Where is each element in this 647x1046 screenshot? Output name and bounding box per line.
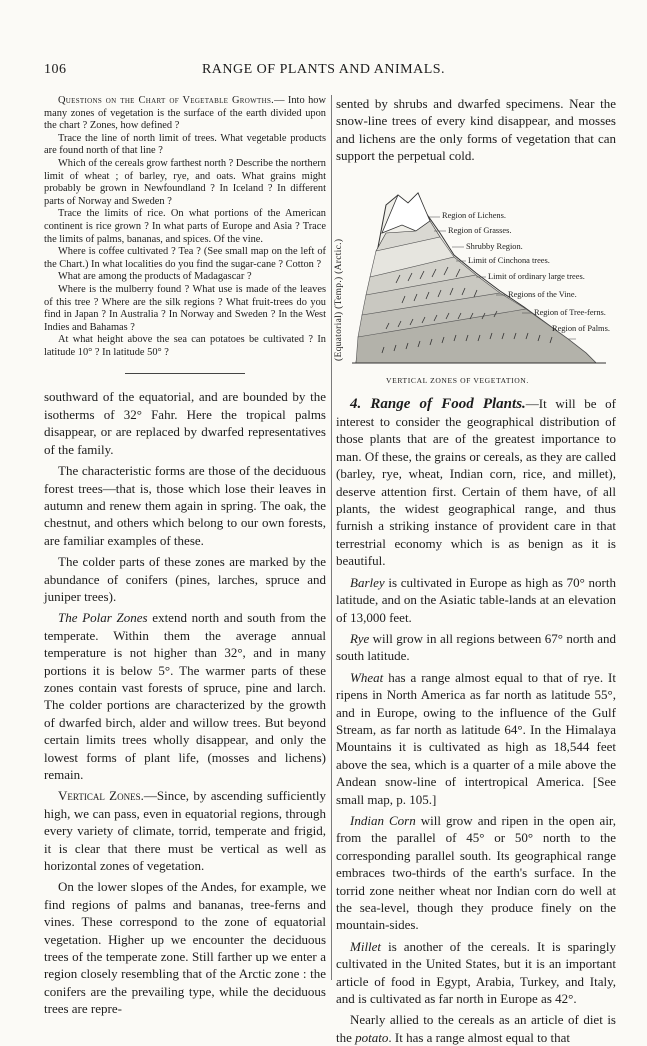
indian-corn-term: Indian Corn bbox=[350, 812, 416, 828]
region-label: Region of Grasses. bbox=[448, 225, 512, 235]
body-paragraph: The Polar Zones extend north and south from the temperate. Within them the average annual temperature is not higher than 32°, and in many portions it is below 5°. The warmer parts of these zones contain vast forests of spruce, pine and larch. The colder portions are characterized by the growth of dwarfed birch, alder and willow trees. But beyond certain limits trees wholly disappear, and only the lowest forms of plant life, (mosses and lichens) remain. bbox=[44, 610, 327, 782]
body-paragraph: southward of the equatorial, and are bounded by the isotherms of 32° Fahr. Here the tropical palms disappear, or are replaced by dwarfed representatives of the family. bbox=[44, 389, 326, 457]
body-paragraph: Indian Corn will grow and ripen in the open air, from the parallel of 45° or 50° north to the corresponding parallel south. Its geographical range embraces two-thirds of the earth's surface. In the torrid zone neither wheat nor Indian corn do well at the sea-level, though they produce finely on the mountain-sides. bbox=[336, 812, 616, 933]
body-paragraph: On the lower slopes of the Andes, for example, we find regions of palms and bananas, tree-ferns and vines. These correspond to the zone of equatorial vegetation. Higher up we encounter the deciduous trees of the temperate zone. Still farther up we enter a region closely resembling that of the Arctic zone : the conifers are the prevailing type, while the deciduous trees are repre- bbox=[44, 879, 326, 1017]
region-label: Region of Tree-ferns. bbox=[534, 307, 606, 317]
rye-term: Rye bbox=[350, 630, 370, 646]
questions-heading: Questions on the Chart of Vegetable Growths. bbox=[58, 95, 275, 106]
millet-term: Millet bbox=[350, 938, 382, 954]
region-label: Limit of ordinary large trees. bbox=[488, 271, 585, 281]
right-body-text bbox=[336, 395, 616, 1046]
question-paragraph: Which of the cereals grow farthest north ? Describe the northern limit of wheat ; of barley, rye, and oats. What grains might probably be grown in Newfoundland ? In Iceland ? In different parts of Norway and Sweden ? bbox=[44, 157, 326, 207]
right-column bbox=[334, 95, 616, 1045]
potato-term: potato bbox=[355, 1029, 389, 1045]
vertical-zones-figure bbox=[336, 173, 618, 389]
body-paragraph: Wheat has a range almost equal to that of rye. It ripens in North America as far north as latitude 55°, and in Europe, owing to the influence of the Gulf Stream, as far north as latitude 64°. In the Himalaya Mountains it is cultivated as high as 18,544 feet above the sea, which is a quarter of a mile above the Andean snow-line of intertropical America. [See small map, p. 105.] bbox=[336, 669, 616, 807]
body-paragraph: The colder parts of these zones are marked by the abundance of conifers (pines, larches, spruce and juniper trees). bbox=[44, 554, 326, 604]
region-label: Limit of Cinchona trees. bbox=[468, 255, 550, 265]
mountain-illustration bbox=[336, 173, 618, 389]
left-column bbox=[44, 95, 327, 1017]
region-label: Shrubby Region. bbox=[466, 241, 523, 251]
body-paragraph: Nearly allied to the cereals as an article of diet is the potato. It has a range almost equal to that bbox=[336, 1012, 616, 1045]
column-divider bbox=[331, 95, 332, 980]
question-paragraph: What are among the products of Madagascar ? bbox=[58, 271, 252, 283]
page-number: 106 bbox=[44, 62, 67, 77]
region-label: Regions of the Vine. bbox=[508, 289, 577, 299]
polar-zones-term: The Polar Zones bbox=[58, 610, 148, 626]
question-paragraph: Trace the limits of rice. On what portions of the American continent is rice grown ? In what parts of Europe and Asia ? Trace the limits of palms, bananas, and spices. Of the vine. bbox=[44, 208, 326, 245]
question-paragraph: Where is the mulberry found ? What use is made of the leaves of this tree ? Where are the silk regions ? What fruit-trees do you find in Japan ? In Australia ? In Norway and Sweden ? In the West Indies and Bahamas ? bbox=[44, 283, 326, 333]
body-paragraph: Millet is another of the cereals. It is sparingly cultivated in the United States, but it is an important article of food in Egypt, Arabia, Turkey, and Italy, and is cultivated as far north in Europe as 42°. bbox=[336, 938, 616, 1007]
body-paragraph: sented by shrubs and dwarfed specimens. Near the snow-line trees of every kind disappear, and mosses and lichens are the only forms of vegetation that can support the perpetual cold. bbox=[336, 96, 616, 164]
body-paragraph: Barley is cultivated in Europe as high as 70° north latitude, and on the Asiatic table-lands at an elevation of 13,000 feet. bbox=[336, 574, 616, 625]
left-body-text bbox=[44, 388, 326, 1017]
vertical-zones-term: Vertical Zones. bbox=[58, 788, 144, 804]
question-paragraph: Trace the line of north limit of trees. What vegetable products are found north of that line ? bbox=[44, 132, 326, 157]
figure-caption: VERTICAL ZONES OF VEGETATION. bbox=[386, 375, 529, 385]
region-label: Region of Lichens. bbox=[442, 210, 506, 220]
section-heading: 4. Range of Food Plants. bbox=[350, 395, 526, 412]
body-paragraph: Rye will grow in all regions between 67° north and south latitude. bbox=[336, 630, 616, 664]
question-paragraph: At what height above the sea can potatoes be cultivated ? In latitude 10° ? In latitude 50° ? bbox=[44, 334, 326, 358]
page-header bbox=[44, 62, 603, 80]
body-paragraph: Vertical Zones.—Since, by ascending sufficiently high, we can pass, even in equatorial regions, through every variety of climate, torrid, temperate and frigid, it is clear that there must be vertical as well as horizontal zones of vegetation. bbox=[44, 788, 326, 874]
wheat-term: Wheat bbox=[350, 669, 384, 685]
body-paragraph: 4. Range of Food Plants.—It will be of interest to consider the geographical distribution of those plants that are of the greatest importance to man. Of these, the grains or cereals, as they are called (barley, rye, wheat, Indian corn, rice, and millet), deserve attention first. Certain of them have, of all plants, the widest geographical range, and thus furnish a striking instance of provident care in that terrestrial economy which is as benign as it is beautiful. bbox=[336, 395, 616, 569]
body-paragraph: The characteristic forms are those of the deciduous forest trees—that is, those which lose their leaves in autumn and renew them again in spring. The oak, the chestnut, and others which belong to our own forests, are familiar examples of these. bbox=[44, 463, 326, 548]
questions-block bbox=[44, 95, 326, 359]
running-title: RANGE OF PLANTS AND ANIMALS. bbox=[201, 62, 446, 77]
question-paragraph: Questions on the Chart of Vegetable Growths.— Into how many zones of vegetation is the surface of the earth divided upon the chart ? Zones, how defined ? bbox=[44, 95, 326, 132]
zone-side-label: (Equatorial) (Temp.) (Arctic.) bbox=[334, 238, 344, 361]
section-rule bbox=[125, 373, 245, 374]
question-paragraph: Where is coffee cultivated ? Tea ? (See small map on the left of the Chart.) In what localities do you find the sugar-cane ? Cotton ? bbox=[44, 246, 326, 270]
barley-term: Barley bbox=[350, 574, 385, 590]
region-label: Region of Palms. bbox=[552, 323, 610, 333]
